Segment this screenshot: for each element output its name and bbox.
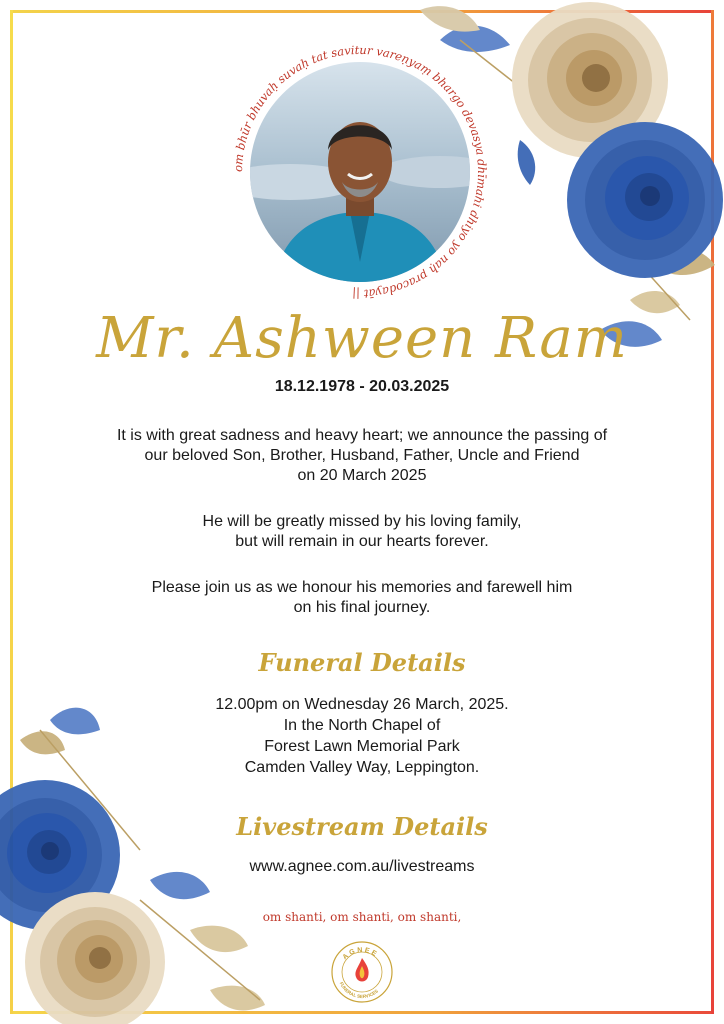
funeral-time: 12.00pm on Wednesday 26 March, 2025. <box>215 696 509 713</box>
funeral-address: Camden Valley Way, Leppington. <box>244 759 480 776</box>
agnee-logo <box>330 940 394 1004</box>
deceased-name: Mr. Ashween Ram <box>96 306 628 371</box>
join-paragraph <box>0 578 724 618</box>
logo-name: AGNEE <box>341 946 380 962</box>
funeral-venue: In the North Chapel of <box>283 717 441 734</box>
funeral-details-heading: Funeral Details <box>258 648 466 677</box>
portrait-photo <box>250 62 470 282</box>
announcement-paragraph <box>0 426 724 486</box>
missed-line: but will remain in our hearts forever. <box>235 533 489 550</box>
announcement-line: on 20 March 2025 <box>297 467 427 484</box>
funeral-details <box>0 694 724 778</box>
join-line: Please join us as we honour his memories and farewell him <box>151 579 573 596</box>
livestream-link[interactable]: www.agnee.com.au/livestreams <box>249 858 475 875</box>
portrait-frame <box>230 42 490 302</box>
join-line: on his final journey. <box>293 599 431 616</box>
shanti-mantra: om shanti, om shanti, om shanti, <box>262 910 462 924</box>
logo-subtitle: FUNERAL SERVICES <box>338 981 380 1000</box>
life-dates: 18.12.1978 - 20.03.2025 <box>274 378 450 395</box>
funeral-park: Forest Lawn Memorial Park <box>264 738 460 755</box>
announcement-line: It is with great sadness and heavy heart; we announce the passing of <box>116 427 608 444</box>
missed-line: He will be greatly missed by his loving family, <box>202 513 522 530</box>
announcement-line: our beloved Son, Brother, Husband, Father, Uncle and Friend <box>144 447 580 464</box>
mantra-text: om bhūr bhuvaḥ suvaḥ tat savitur vareṇyaṃ bhargo devasya dhīmahi dhiyo yo naḥ pracodayāt || <box>230 42 490 302</box>
svg-text:AGNEE <box>342 947 380 961</box>
livestream-details-heading: Livestream Details <box>236 812 488 841</box>
missed-paragraph <box>0 512 724 552</box>
